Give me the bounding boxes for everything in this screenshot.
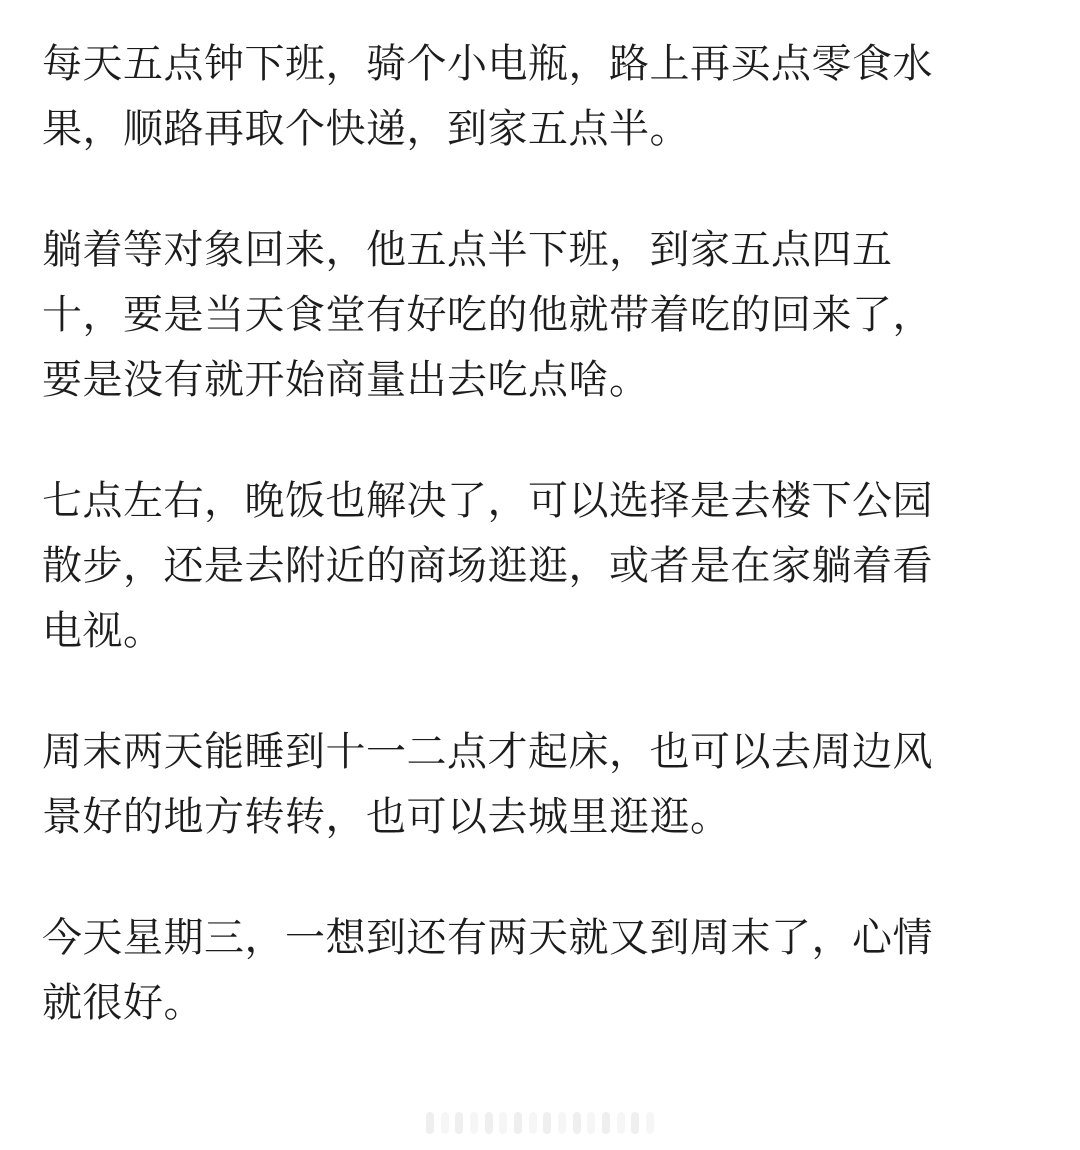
- text-line: 每天五点钟下班，骑个小电瓶，路上再买点零食水: [42, 41, 933, 87]
- watermark-glyph: [470, 1112, 478, 1134]
- text-line: 电视。: [42, 608, 164, 654]
- watermark-glyph: [529, 1112, 537, 1134]
- paragraph-1: [42, 32, 1007, 162]
- text-line: 躺着等对象回来，他五点半下班，到家五点四五: [42, 227, 893, 273]
- text-line: 散步，还是去附近的商场逛逛，或者是在家躺着看: [42, 543, 933, 589]
- article-body: [42, 32, 1007, 1092]
- watermark-glyph: [543, 1112, 551, 1134]
- watermark-glyph: [587, 1112, 595, 1134]
- watermark-logo: [420, 1108, 660, 1138]
- text-line: 周末两天能睡到十一二点才起床，也可以去周边风: [42, 729, 933, 775]
- text-line: 今天星期三，一想到还有两天就又到周末了，心情: [42, 915, 933, 961]
- text-line: 七点左右，晚饭也解决了，可以选择是去楼下公园: [42, 478, 933, 524]
- watermark-glyph: [558, 1112, 566, 1134]
- watermark-glyph: [455, 1112, 463, 1134]
- watermark-glyph: [514, 1112, 522, 1134]
- paragraph-4: [42, 720, 1007, 850]
- watermark-glyph: [485, 1112, 493, 1134]
- watermark-glyph: [573, 1112, 581, 1134]
- watermark-glyph: [441, 1112, 449, 1134]
- watermark-glyph: [646, 1112, 654, 1134]
- paragraph-3: [42, 469, 1007, 664]
- watermark-glyph: [499, 1112, 507, 1134]
- watermark-glyph: [617, 1112, 625, 1134]
- paragraph-2: [42, 218, 1007, 413]
- watermark-glyph: [602, 1112, 610, 1134]
- text-line: 就很好。: [42, 980, 204, 1026]
- watermark-glyph: [426, 1112, 434, 1134]
- text-line: 十，要是当天食堂有好吃的他就带着吃的回来了，: [42, 292, 933, 338]
- watermark-glyph: [631, 1112, 639, 1134]
- text-line: 果，顺路再取个快递，到家五点半。: [42, 106, 690, 152]
- text-line: 景好的地方转转，也可以去城里逛逛。: [42, 794, 731, 840]
- text-line: 要是没有就开始商量出去吃点啥。: [42, 357, 650, 403]
- paragraph-5: [42, 906, 1007, 1036]
